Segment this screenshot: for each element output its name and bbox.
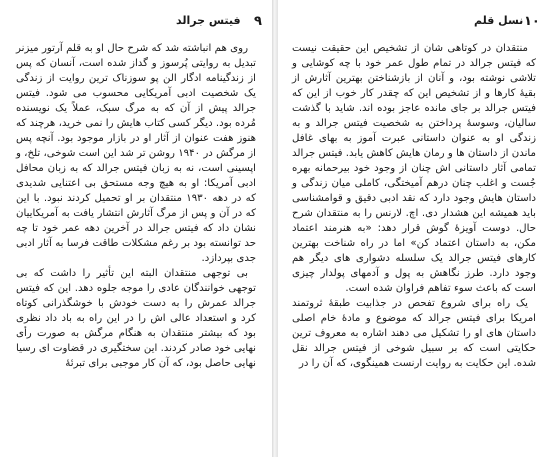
right-paragraph-1: منتقدان در کوتاهی شان از تشخیص این حقیقت نیست که فیتس جرالد در تمام طول عمر خود با چه کوشایی و تلاشی نوشته بود، و آنان از بازشناختن بهترین آثارش از بقیهٔ کارها و از تشخیص این که چقدر کار خوب از این که فیتس جرالد بر جای مانده عاجز بوده اند. شاید با گذشت سالیان، وسوسهٔ پرداختن به شخصیت فیتس جرالد و به زندگی او به عنوان داستانی عبرت آموز به بهای غافل ماندن از داستان ها و رمان هایش کاهش یابد. فیتس جرالد تمامی آثار داستانی اش چنان از وجود خود بیرحمانه بهره جُست و اغلب چنان درهم آمیختگی، کاملی میان زندگی و داستان هایش وجود دارد که نقد ادبی دقیق و قوامشناسی باید همیشه این هشدار دی. اچ. لارنس را به منتقدان شرح حال. دوست آویزهٔ گوش قرار دهد: «به هنرمند اعتماد مکن، به داستان اعتماد کن» اما در راه شناخت بهترین کارهای فیتس جرالد یک سلسله دشواری های دیگر هم وجود دارد. طرز نگاهش به پول و آدمهای پولدار چیزی است که باعث سوء تفاهم فراوان شده است. [292,43,536,294]
right-page-body [292,41,536,371]
left-paragraph-2: بی توجهی منتقدان البته این تأثیر را داشت که بی توجهی خوانندگان عادی را موجه جلوه دهد. این که فیتس جرالد عمرش را به دست خودش با خوشگذرانی کوتاه کرد و استعداد عالی اش را در این راه به باد داد نظری بود که بیشتر منتقدان به هنگام مرگش به صورت رأی نهایی خود صادر کردند. این سختگیری در قضاوت ای رسیا نهایی حاصل بود، که آن کار موجبی برای تبرئهٔ [16,268,256,369]
right-paragraph-2: یک راه برای شروع تفحص در جذابیت طبقهٔ ثروتمند امریکا برای فیتس جرالد که موضوع و مادهٔ خام اصلی داستان های او را تشکیل می دهند اشاره به معروف ترین حکایتی است که بر سبیل شوخی از فیتس جرالد نقل شده. این حکایت به روایت ارنست همینگوی، که آن را در [292,298,536,369]
left-paragraph-1: روی هم انباشته شد که شرح حال او به قلم آرتور میزنر تبدیل به روایتی پُرسوز و گداز شده است، آنسان که پس از زندگینامه ادگار الن پو سوزناک ترین روایت از زندگی یک شخصیت ادبی آمریکایی محسوب می شود. فیتس جرالد پیش از آن که به مرگ سبک، عملاً یک نویسنده مُرده بود. دیگر کسی کتاب هایش را نمی خرید، هرچند که هنوز هفت عنوان از آثار او در بازار موجود بود. آنچه پس از مرگش در ۱۹۴۰ روشن تر شد این است شوخی، تلخ، و اپسینی است، نه به زبان فیتس جرالد که به زبان محافل ادبی آمریکا: او به هیچ وجه مستحق بی اعتنایی شدیدی که در دهه ۱۹۳۰ منتقدان بر او تحمیل کردند نبود. با این که در آن و پس از مرگ آثارش انتشار یافت به آمریکاییان نشان داد که فیتس جرالد در آخرین دهه عمر خود تا چه حد توانسته بود بر رغم مشکلات طاقت فرسا به آثار ادبی جدی بپردازد. [16,43,256,264]
right-page [278,0,549,457]
left-running-title: فیتس جرالد [176,14,241,27]
left-page-body [16,41,256,371]
left-page-number: ۹ [254,14,262,29]
right-running-title: نسل قلم [474,14,524,27]
left-page [0,0,272,457]
right-page-number: ۱۰ [524,14,540,29]
